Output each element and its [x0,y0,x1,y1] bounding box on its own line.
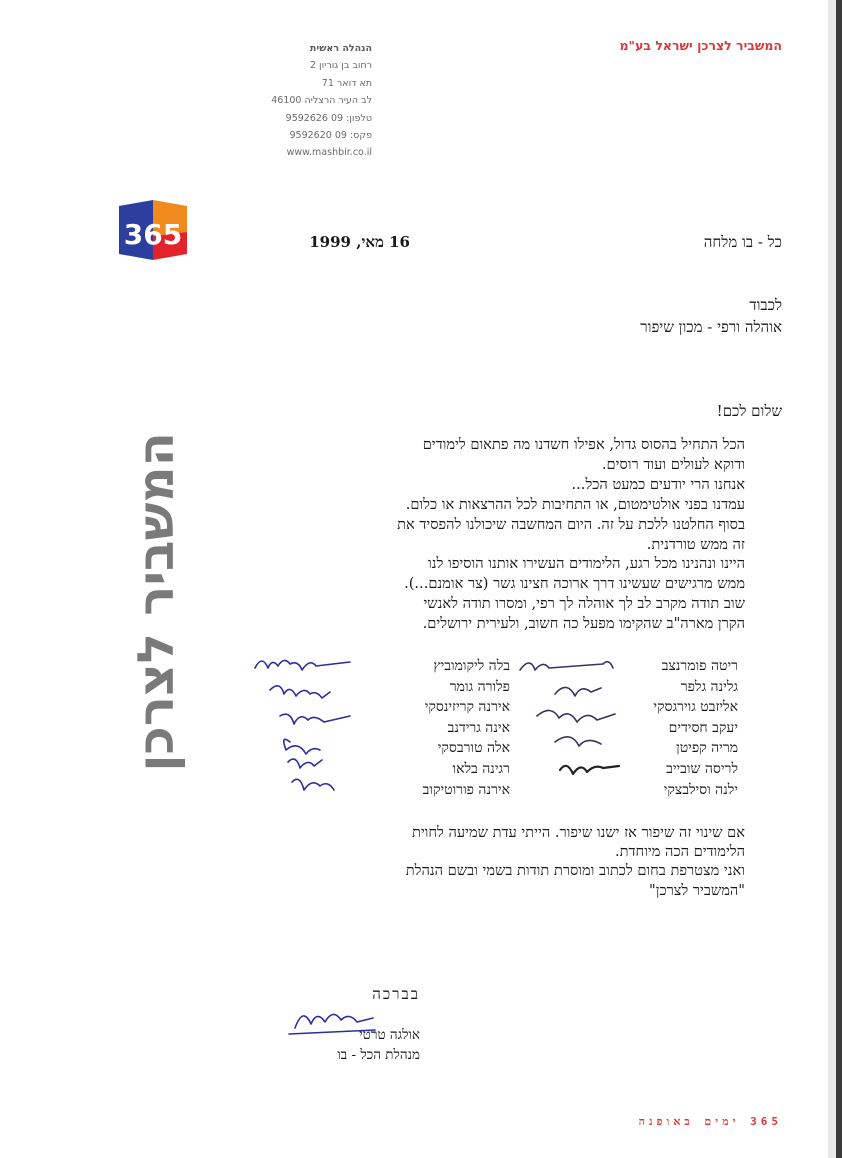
signature-stroke [537,710,615,722]
signatory-name: מריה קפיטן [676,740,738,757]
signature-stroke [270,686,330,698]
logo-365-badge [113,196,193,266]
handwritten-signatures-left [250,650,360,810]
signer-title: מנהלת הכל - בו [337,1047,420,1063]
paragraph-line: היינו ונהנינו מכל רגע, הלימודים העשירו אותנו הוסיפו לנו [428,555,745,573]
paragraph-line: עמדנו בפני אולטימטום, או התחיבות לכל ההרצאות או כלום. [405,495,745,513]
signatory-name: בלה ליקומוביץ [433,658,510,674]
paragraph-line: הלימודים הכה מיוחדת. [615,843,745,861]
signatory-name: אירנה פורוטיקוב [422,781,510,798]
letter-closing: בברכה [372,985,420,1003]
signature-stroke [555,687,601,696]
letter-paragraph-1 [290,435,745,634]
signatory-name: אינה גרידנב [447,719,510,736]
letter-sender: כל - בו מלחה [703,233,782,251]
signatory-name: פלורה גומר [449,678,510,695]
signatory-name: לריסה שובייב [666,760,738,777]
head-office-fax: פקס: 09 9592620 [289,130,372,142]
signature-stroke [255,660,350,670]
signatory-name: אירנה קריזינסקי [424,699,510,716]
paragraph-line: זה ממש טורדנית. [646,535,745,553]
signature-stroke [295,1014,373,1028]
signature-stroke [555,737,601,746]
signature-stroke [288,759,322,768]
signature-stroke [560,766,619,774]
logo-badge-text: 365 [123,218,183,251]
signer-name: אולגה טרטי [359,1027,420,1043]
signature-stroke [284,739,320,754]
footer-slogan: 365 ימים באופנה [638,1115,782,1128]
paragraph-line: ממש מרגישים שעשינו דרך ארוכה חצינו גשר (צר אומנם...). [404,575,745,593]
signatory-name: אלה טורבסקי [437,740,510,757]
paragraph-line: בסוף החלטנו ללכת על זה. היום המחשבה שיכולנו להפסיד את [397,515,745,533]
head-office-website: www.mashbir.co.il [286,147,372,159]
paragraph-line: הקרן מארה"ב שהקימו מפעל כה חשוב, ולעירית ירושלים. [422,615,745,633]
paragraph-line: שוב תודה מקרב לב לך אוהלה לך רפי, ומסרו תודה לאנשי [423,595,745,613]
signatory-name: רגינה בלאו [452,760,510,777]
head-office-title: הנהלה ראשית [309,43,372,54]
signature-stroke [292,779,334,790]
head-office-city: לב העיר הרצליה 46100 [271,95,372,107]
company-name: המשביר לצרכן ישראל בע"מ [619,38,782,53]
letter-to-label: לכבוד [749,296,782,314]
signatory-name: גלינה גלפר [680,678,738,695]
head-office-block [262,40,372,162]
letter-recipient: אוהלה ורפי - מכון שיפור [640,318,782,336]
paragraph-line: ואני מצטרפת בחום לכתוב ומוסרת תודות בשמי ובשם הנהלת [405,862,745,880]
paragraph-line: ודוקא לעולים ועוד רוסים. [601,455,745,473]
signatories-left-column [350,656,510,800]
letter-date: 16 מאי, 1999 [309,233,410,251]
head-office-phone: טלפון: 09 9592626 [285,112,372,124]
signatory-name: ילנה וסילבצקי [663,781,738,798]
paragraph-line: אם שינוי זה שיפור אז ישנו שיפור. הייתי עדת שמיעה לחוית [411,824,745,841]
paragraph-line: הכל התחיל בהסוס גדול, אפילו חשדנו מה פתאום לימודים [422,436,745,453]
head-office-po-box: תא דואר 71 [321,77,372,89]
signatory-name: ריטה פומרנצב [661,658,738,674]
letter-greeting: שלום לכם! [716,402,782,420]
handwritten-signatures-right [515,650,645,800]
head-office-street: רחוב בן גוריון 2 [309,60,372,72]
signature-stroke [280,714,350,724]
letter-paragraph-2 [300,823,745,900]
paragraph-line: אנחנו הרי יודעים כמעט הכל... [571,475,745,493]
signatory-name: אליזבט גוירגסקי [653,699,738,716]
signatory-name: יעקב חסידים [668,719,738,736]
paper-edge-shadow [828,0,836,1158]
paragraph-line: "המשביר לצרכן" [649,881,745,899]
signature-stroke [520,662,613,670]
paper-edge [836,0,842,1158]
logo-wordmark-text: המשביר לצרכן [127,432,185,772]
